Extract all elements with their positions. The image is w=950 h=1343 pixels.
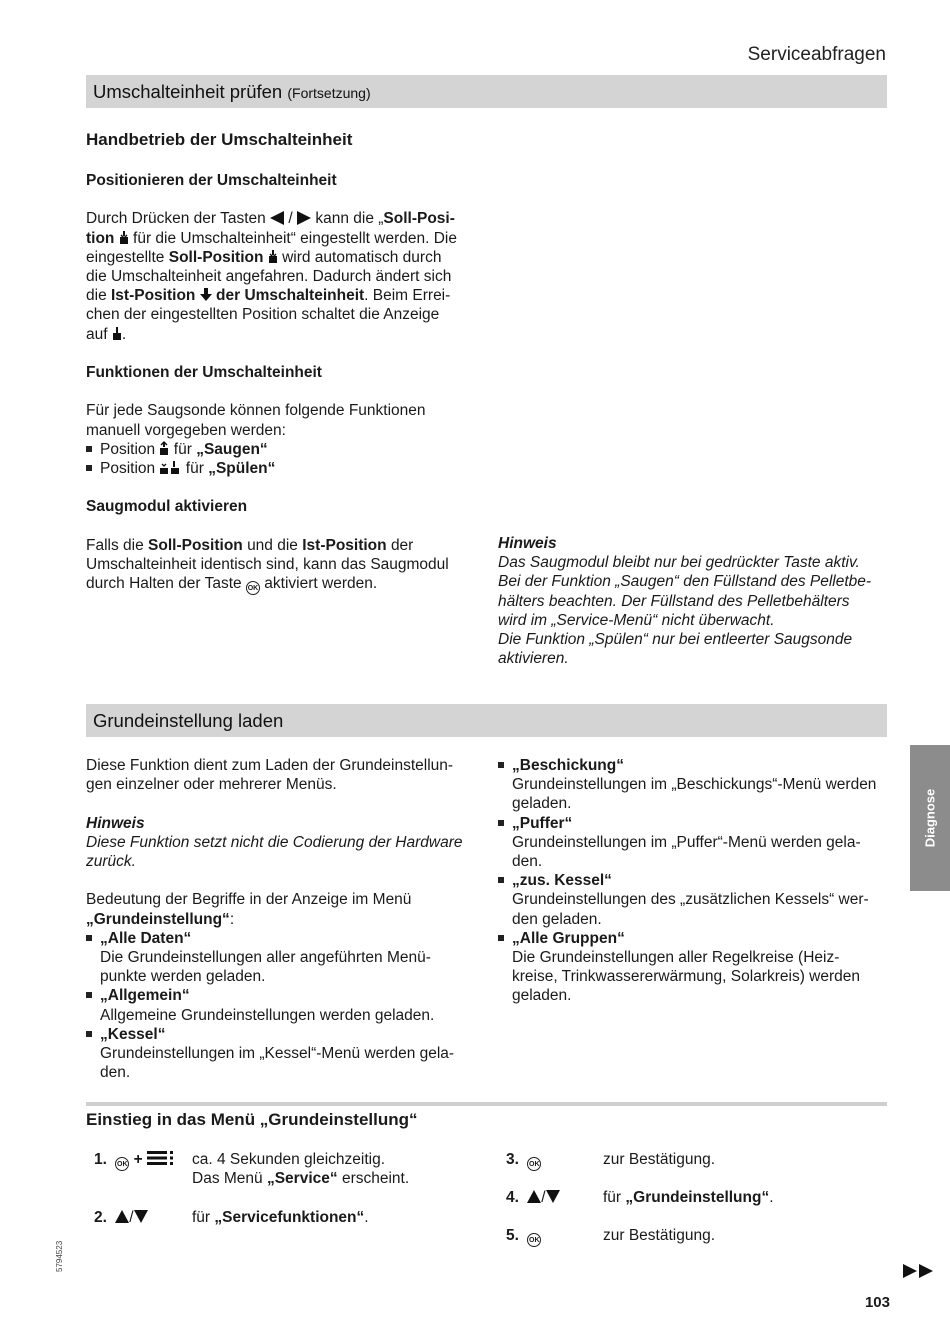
- list-item: „Puffer“ Grundeinstellungen im „Puffer“-Menü werden gela- den.: [498, 814, 890, 872]
- ok-button-icon: OK: [246, 581, 260, 595]
- step-4: 4. /: [506, 1188, 560, 1207]
- step-3-text: zur Bestätigung.: [603, 1151, 716, 1168]
- para-funktionen: Für jede Saugsonde können folgende Funktionen manuell vorgegeben werden:: [86, 402, 426, 439]
- arrow-left-icon: [270, 211, 284, 225]
- arrow-right-icon: [297, 211, 311, 225]
- arrow-down-icon: [546, 1190, 560, 1203]
- step-2-text: für „Servicefunktionen“.: [192, 1209, 369, 1226]
- saugen-position-icon: [159, 441, 169, 456]
- ok-button-icon: OK: [527, 1157, 541, 1171]
- subsection-heading: Handbetrieb der Umschalteinheit: [86, 130, 353, 149]
- note-title: Hinweis: [86, 814, 145, 832]
- arrow-up-icon: [527, 1190, 541, 1203]
- right-column-section2: [498, 756, 890, 1006]
- side-tab-label: Diagnose: [922, 788, 938, 848]
- list-item: Position für „Saugen“: [86, 440, 476, 459]
- step-5-text: zur Bestätigung.: [603, 1227, 716, 1244]
- heading-funktionen: Funktionen der Umschalteinheit: [86, 364, 322, 382]
- step-2: 2. /: [94, 1208, 148, 1227]
- spuelen-position-icon: [159, 460, 181, 475]
- document-number: 5794523: [55, 1240, 64, 1272]
- list-item: Position für „Spülen“: [86, 459, 476, 478]
- menu-term-list-left: [86, 929, 476, 1083]
- subsection-heading: Einstieg in das Menü „Grundeinstellung“: [86, 1110, 418, 1129]
- left-column-section1: [86, 171, 476, 595]
- menu-term-list-right: [498, 756, 890, 1006]
- section-title-bar: [86, 75, 887, 108]
- menu-icon: [147, 1150, 173, 1166]
- ist-position-arrow-icon: [200, 287, 212, 302]
- position-reached-icon: [112, 326, 122, 341]
- soll-position-icon: [119, 230, 129, 245]
- list-item: „Alle Daten“ Die Grundeinstellungen aller angeführten Menü- punkte werden geladen.: [86, 929, 476, 987]
- function-list: [86, 440, 476, 478]
- heading-positionieren: Positionieren der Umschalteinheit: [86, 172, 337, 189]
- arrow-up-icon: [115, 1210, 129, 1223]
- left-column-section2: Diese Funktion dient zum Laden der Grundeinstellun- gen einzelner oder mehrerer Menüs. Hinweis Diese Funktion setzt nicht die Codierung der Hardware zurück. Bedeutung der Begriffe in der Anzeige im Menü „Grundeinstellung“: „Alle Daten“ Die Grundeinstellungen aller angeführten Menü- punkte werden geladen. „Allgemein“ Allgemeine Grundeinstellungen werden geladen. „Kessel“ Grundeinstellungen im „Kessel“-Menü werden gela- den.: [86, 756, 476, 1082]
- list-item: „Alle Gruppen“ Die Grundeinstellungen aller Regelkreise (Heiz- kreise, Trinkwassererwärmung, Solarkreis) werden geladen.: [498, 929, 890, 1006]
- list-item: „zus. Kessel“ Grundeinstellungen des „zusätzlichen Kessels“ wer- den geladen.: [498, 871, 890, 929]
- arrow-down-icon: [134, 1210, 148, 1223]
- page-number: 103: [864, 1294, 890, 1311]
- section-divider: [86, 1102, 887, 1106]
- section-subtitle: (Fortsetzung): [287, 85, 371, 101]
- side-tab-diagnose: [910, 745, 950, 891]
- section-title: Grundeinstellung laden: [93, 710, 284, 731]
- list-item: „Kessel“ Grundeinstellungen im „Kessel“-Menü werden gela- den.: [86, 1025, 476, 1083]
- para-saugmodul: Falls die Soll-Position und die Ist-Position der Umschalteinheit identisch sind, kann das Saugmodul durch Halten der Taste OK aktiviert werden.: [86, 536, 476, 595]
- step-3: 3. OK: [506, 1150, 541, 1171]
- note-saugmodul: Hinweis Das Saugmodul bleibt nur bei gedrückter Taste aktiv. Bei der Funktion „Saugen“ den Füllstand des Pelletbe- hälters beachten. Der Füllstand des Pelletbehälters wird im „Service-Menü“ nicht überwacht. Die Funktion „Spülen“ nur bei entleerter Saugsonde aktivieren.: [498, 534, 888, 668]
- step-4-text: für „Grundeinstellung“.: [603, 1189, 774, 1206]
- next-page-arrows-icon: [903, 1263, 935, 1279]
- ok-button-icon: OK: [115, 1157, 129, 1171]
- soll-position-icon: [268, 249, 278, 264]
- list-item: „Allgemein“ Allgemeine Grundeinstellungen werden geladen.: [86, 986, 476, 1024]
- para-positionieren: Durch Drücken der Tasten / kann die „Soll-Posi- tion für die Umschalteinheit“ eingestellt werden. Die eingestellte Soll-Position wird automatisch durch die Umschalteinheit angefahren. Dadurch ändert sich die Ist-Position der Umschalteinheit. Beim Errei- chen der eingestellten Position schaltet die Anzeige auf .: [86, 210, 457, 343]
- step-1: 1. OK +: [94, 1150, 173, 1171]
- section-title-bar: [86, 704, 887, 737]
- list-item: „Beschickung“ Grundeinstellungen im „Beschickungs“-Menü werden geladen.: [498, 756, 890, 814]
- note-title: Hinweis: [498, 535, 557, 552]
- section-title: Umschalteinheit prüfen: [93, 81, 283, 102]
- step-1-text: ca. 4 Sekunden gleichzeitig. Das Menü „Service“ erscheint.: [192, 1151, 410, 1188]
- page-header-title: Serviceabfragen: [747, 44, 886, 65]
- step-5: 5. OK: [506, 1226, 541, 1247]
- ok-button-icon: OK: [527, 1233, 541, 1247]
- heading-saugmodul: Saugmodul aktivieren: [86, 498, 248, 516]
